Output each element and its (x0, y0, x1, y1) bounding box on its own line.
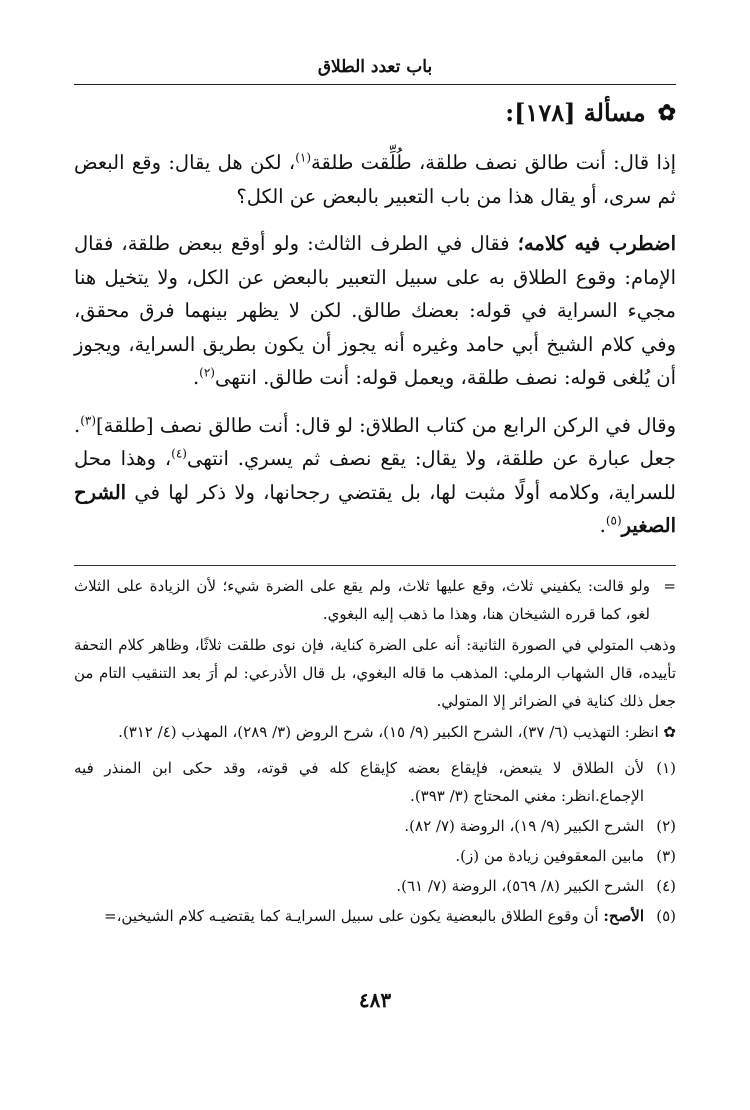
footnote-number: (٥) (656, 907, 676, 925)
flower-ornament-icon: ✿ (663, 723, 676, 741)
footnote-body: الشرح الكبير (٨/ ٥٦٩)، الروضة (٧/ ٦١). (396, 877, 644, 895)
text-run: . جعل عبارة عن طلقة، ولا يقال: يقع نصف ثم يسري. انتهى (74, 413, 676, 470)
footnote-number: (٤) (656, 877, 676, 895)
main-text (74, 146, 676, 557)
footnote-ref: (١) (295, 150, 312, 165)
issue-heading (505, 98, 676, 127)
footnote-sources (74, 718, 676, 746)
footnote-separator (74, 565, 676, 566)
footnote-ref: (٥) (605, 513, 622, 528)
text-run: ، وهذا محل للسراية، وكلامه أولًا مثبت لها، بل يقتضي رجحانها، ولا ذكر لها في (74, 447, 676, 504)
footnotes (74, 572, 676, 932)
footnote-number: (٣) (656, 847, 676, 865)
text-run: . (192, 366, 200, 389)
footnote-item (74, 902, 676, 930)
footnote-body: الشرح الكبير (٩/ ١٩)، الروضة (٧/ ٨٢). (404, 817, 644, 835)
sources-text: انظر: التهذيب (٦/ ٣٧)، الشرح الكبير (٩/ ١٥)، شرح الروض (٣/ ٢٨٩)، المهذب (٤/ ٣١٢). (118, 723, 659, 741)
flower-ornament-icon: ✿ (657, 99, 676, 126)
footnote-body: أن وقوع الطلاق بالبعضية يكون على سبيل السرايـة كما يقتضيـه كلام الشيخين،= (104, 907, 604, 925)
footnote-ref: (٤) (171, 446, 187, 461)
footnote-continuation (74, 572, 676, 628)
text-run: فقال في الطرف الثالث: ولو أوقع ببعض طلقة، فقال الإمام: وقوع الطلاق به على سبيل التعبير بالبعض عن الكل، ولا يتخيل هنا مجيء السراية في قوله: بعضك طالق. لكن لا يظهر بينهما فرق محقق، وفي كلام الشيخ أبي حامد وغيره أنه يجوز أن يكون بطريق السراية، ويجوز أن يُلغى قوله: نصف طلقة، ويعمل قوله: أنت طالق. انتهى (74, 232, 676, 389)
footnote-body: لأن الطلاق لا يتبعض، فإيقاع بعضه كإيقاع كله في قوته، وقد حكى ابن المنذر فيه الإجماع.انظر: مغني المحتاج (٣/ ٣٩٣). (74, 759, 644, 805)
issue-title: مسألة [١٧٨]: (505, 98, 646, 127)
footnote-number: (٢) (656, 817, 676, 835)
footnote-item (74, 842, 676, 870)
body-paragraph (74, 409, 676, 543)
footnote-item (74, 754, 676, 810)
footnote-text (74, 812, 644, 840)
text-run: وقال في الركن الرابع من كتاب الطلاق: لو قال: أنت طالق نصف [طلقة] (96, 413, 676, 437)
footnote-lead: الأصح: (603, 907, 644, 925)
footnote-body: مابين المعقوفين زيادة من (ز). (455, 847, 644, 865)
footnote-ref: (٢) (199, 365, 215, 380)
body-paragraph (74, 227, 676, 395)
continuation-text: ولو قالت: يكفيني ثلاث، وقع عليها ثلاث، ولم يقع على الضرة شيء؛ لأن الزيادة على الثلاث لغو، كما قرره الشيخان هنا، وهذا ما ذهب إليه البغوي. (74, 577, 650, 623)
running-header (74, 50, 676, 85)
footnote-text (74, 842, 644, 870)
footnote-item (74, 872, 676, 900)
footnote-number: (١) (656, 759, 676, 777)
footnote-ref: (٣) (80, 413, 97, 427)
bold-phrase: الشرح الصغير (74, 480, 676, 537)
page-number: ٤٨٣ (358, 988, 392, 1012)
footnote-paragraph: وذهب المتولي في الصورة الثانية: أنه على الضرة كناية، فإن نوى طلقت ثلاثًا، وظاهر كلام التحفة تأييده، قال الشهاب الرملي: المذهب ما قاله البغوي، بل قال الأذرعي: لم أرَ بعد التنقيب التام من جعل ذلك كناية في الضرائر إلا المتولي. (74, 636, 676, 710)
footnote-item (74, 812, 676, 840)
continuation-mark: = (663, 577, 676, 595)
bold-phrase: اضطرب فيه كلامه؛ (517, 232, 676, 255)
footnote-text (74, 754, 644, 810)
body-paragraph (74, 146, 676, 213)
footnote-text (74, 872, 644, 900)
text-run: . (599, 514, 606, 537)
chapter-title: باب تعدد الطلاق (317, 57, 433, 77)
text-run: إذا قال: أنت طالق نصف طلقة، طُلِّقت طلقة (311, 151, 676, 174)
text-run: ، لكن هل يقال: وقع البعض ثم سرى، أو يقال هذا من باب التعبير بالبعض عن الكل؟ (74, 151, 676, 208)
footnote-text (74, 902, 644, 930)
footnote-list (74, 754, 676, 930)
